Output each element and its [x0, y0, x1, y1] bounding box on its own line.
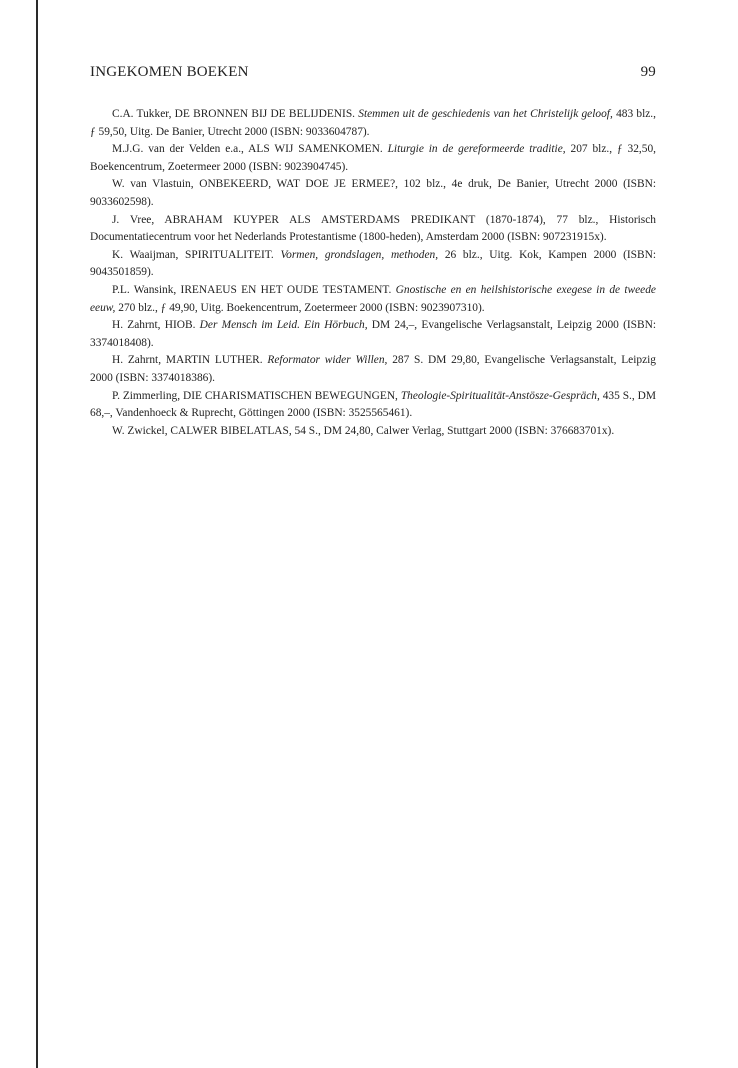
book-entry — [90, 176, 656, 211]
entry-main: C.A. Tukker, DE BRONNEN BIJ DE BELIJDENIS. — [112, 108, 356, 120]
entry-subtitle: Theologie-Spiritualität-Anstösze-Gespräch, — [400, 389, 600, 402]
book-entry — [90, 247, 656, 282]
entry-main: W. Zwickel, CALWER BIBELATLAS, 54 S., DM 24,80, Calwer Verlag, Stuttgart 2000 (ISBN: 376683701x). — [112, 424, 615, 437]
book-entry — [90, 352, 656, 387]
entry-details: 483 blz., ƒ 59,50, Uitg. De Banier, Utrecht 2000 (ISBN: 9033604787). — [90, 108, 656, 138]
book-entry — [90, 423, 656, 441]
entry-subtitle: Reformator wider Willen, — [267, 354, 388, 367]
page-number: 99 — [640, 64, 656, 80]
entry-main: P. Zimmerling, DIE CHARISMATISCHEN BEWEGUNGEN, — [112, 389, 398, 402]
section-title: INGEKOMEN BOEKEN — [90, 64, 249, 80]
binding-edge-line — [36, 0, 38, 1068]
book-entry — [90, 212, 656, 247]
book-entry — [90, 317, 656, 352]
entry-main: P.L. Wansink, IRENAEUS EN HET OUDE TESTAMENT. — [112, 283, 392, 296]
book-list — [90, 106, 656, 440]
entry-main: H. Zahrnt, HIOB. — [112, 319, 196, 332]
entry-details: 435 S., DM 68,–, Vandenhoeck & Ruprecht, Göttingen 2000 (ISBN: 3525565461). — [90, 389, 656, 420]
entry-subtitle: Gnostische en en heilshistorische exegese in de tweede eeuw, — [90, 283, 656, 314]
entry-details: 207 blz., ƒ 32,50, Boekencentrum, Zoetermeer 2000 (ISBN: 9023904745). — [90, 143, 657, 173]
entry-main: K. Waaijman, SPIRITUALITEIT. — [112, 248, 274, 261]
entry-main: H. Zahrnt, MARTIN LUTHER. — [112, 354, 263, 367]
entry-subtitle: Der Mensch im Leid. Ein Hörbuch, — [199, 319, 368, 332]
book-entry — [90, 141, 656, 176]
entry-subtitle: Stemmen uit de geschiedenis van het Christelijk geloof, — [358, 108, 613, 120]
entry-details: DM 24,–, Evangelische Verlagsanstalt, Leipzig 2000 (ISBN: 3374018408). — [90, 319, 657, 349]
entry-subtitle: Vormen, grondslagen, methoden, — [280, 248, 439, 261]
entry-main: J. Vree, ABRAHAM KUYPER ALS AMSTERDAMS PREDIKANT (1870-1874), 77 blz., Historisch Documentatiecentrum voor het Nederlands Protestantisme (1800-heden), Amsterdam 2000 (ISBN: 907231915x). — [90, 213, 656, 244]
book-entry — [90, 106, 656, 141]
running-head — [90, 64, 656, 84]
entry-main: W. van Vlastuin, ONBEKEERD, WAT DOE JE ERMEE?, 102 blz., 4e druk, De Banier, Utrecht 2000 (ISBN: 9033602598). — [90, 178, 656, 208]
entry-details: 26 blz., Uitg. Kok, Kampen 2000 (ISBN: 9043501859). — [90, 248, 656, 279]
book-entry — [90, 282, 656, 317]
entry-main: M.J.G. van der Velden e.a., ALS WIJ SAMENKOMEN. — [112, 143, 383, 156]
entry-details: 270 blz., ƒ 49,90, Uitg. Boekencentrum, Zoetermeer 2000 (ISBN: 9023907310). — [118, 301, 485, 314]
entry-details: 287 S. DM 29,80, Evangelische Verlagsanstalt, Leipzig 2000 (ISBN: 3374018386). — [90, 354, 656, 384]
book-entry — [90, 388, 656, 423]
entry-subtitle: Liturgie in de gereformeerde traditie, — [387, 143, 566, 156]
